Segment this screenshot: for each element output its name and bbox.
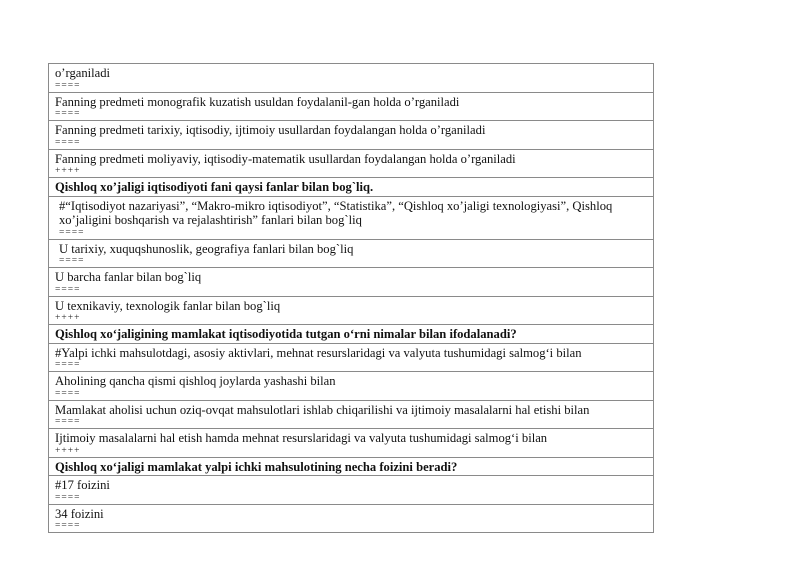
answer-text: 34 foizini	[55, 506, 104, 521]
question-table	[48, 63, 654, 533]
table-row	[49, 476, 653, 505]
table-row	[49, 150, 653, 179]
question-text: Qishloq xo‘jaligi mamlakat yalpi ichki mahsulotining necha foizini beradi?	[55, 459, 458, 474]
separator-mark: ====	[59, 256, 85, 266]
answer-text: Fanning predmeti moliyaviy, iqtisodiy-matematik usullardan foydalangan holda o’rganiladi	[55, 151, 516, 166]
answer-text: Aholining qancha qismi qishloq joylarda yashashi bilan	[55, 374, 336, 388]
separator-mark: ++++	[55, 313, 81, 323]
answer-text: #“Iqtisodiyot nazariyasi”, “Makro-mikro iqtisodiyot”, “Statistika”, “Qishloq xo’jaligi texnologiyasi”, Qishloq xo’jaligini boshqarish va rejalashtirish” fanlari bilan bog`liq	[59, 198, 613, 227]
separator-mark: ++++	[55, 445, 81, 456]
answer-text: U barcha fanlar bilan bog`liq	[55, 270, 202, 284]
separator-mark: ====	[55, 360, 81, 370]
question-row	[49, 458, 653, 477]
separator-mark: ====	[55, 137, 81, 148]
table-row	[49, 401, 653, 430]
question-row	[49, 325, 653, 344]
table-row	[49, 268, 653, 297]
answer-text: Fanning predmeti monografik kuzatish usuldan foydalanil-gan holda o’rganiladi	[55, 94, 460, 109]
separator-mark: ++++	[55, 166, 81, 176]
table-row	[49, 240, 653, 269]
answer-text: Ijtimoiy masalalarni hal etish hamda mehnat resurslaridagi va valyuta tushumidagi salmog‘i bilan	[55, 431, 548, 445]
answer-text: U texnikaviy, texnologik fanlar bilan bog`liq	[55, 298, 281, 313]
separator-mark: ====	[55, 492, 81, 503]
table-row	[49, 372, 653, 401]
table-row	[49, 429, 653, 458]
answer-text: o’rganiladi	[55, 66, 111, 80]
table-row	[49, 64, 653, 93]
table-row	[49, 197, 653, 240]
table-row	[49, 93, 653, 122]
separator-mark: ====	[55, 521, 81, 531]
separator-mark: ====	[55, 284, 81, 295]
question-text: Qishloq xo‘jaligining mamlakat iqtisodiyotida tutgan o‘rni nimalar bilan ifodalanadi?	[55, 327, 517, 341]
answer-text: Mamlakat aholisi uchun oziq-ovqat mahsulotlari ishlab chiqarilishi va ijtimoiy masalalarni hal etishi bilan	[55, 402, 590, 417]
table-row	[49, 121, 653, 150]
separator-mark: ====	[55, 109, 81, 119]
table-row	[49, 297, 653, 326]
separator-mark: ====	[59, 227, 85, 238]
answer-text: #Yalpi ichki mahsulotdagi, asosiy aktivlari, mehnat resurslaridagi va valyuta tushumidagi salmog‘i bilan	[55, 345, 582, 360]
question-row	[49, 178, 653, 197]
separator-mark: ====	[55, 80, 81, 91]
answer-text: Fanning predmeti tarixiy, iqtisodiy, ijtimoiy usullardan foydalangan holda o’rganiladi	[55, 123, 486, 137]
table-row	[49, 505, 653, 534]
answer-text: #17 foizini	[55, 478, 110, 492]
question-text: Qishloq xo’jaligi iqtisodiyoti fani qaysi fanlar bilan bog`liq.	[55, 180, 374, 194]
separator-mark: ====	[55, 417, 81, 427]
answer-text: U tarixiy, xuquqshunoslik, geografiya fanlari bilan bog`liq	[59, 241, 354, 256]
separator-mark: ====	[55, 388, 81, 399]
table-row	[49, 344, 653, 373]
